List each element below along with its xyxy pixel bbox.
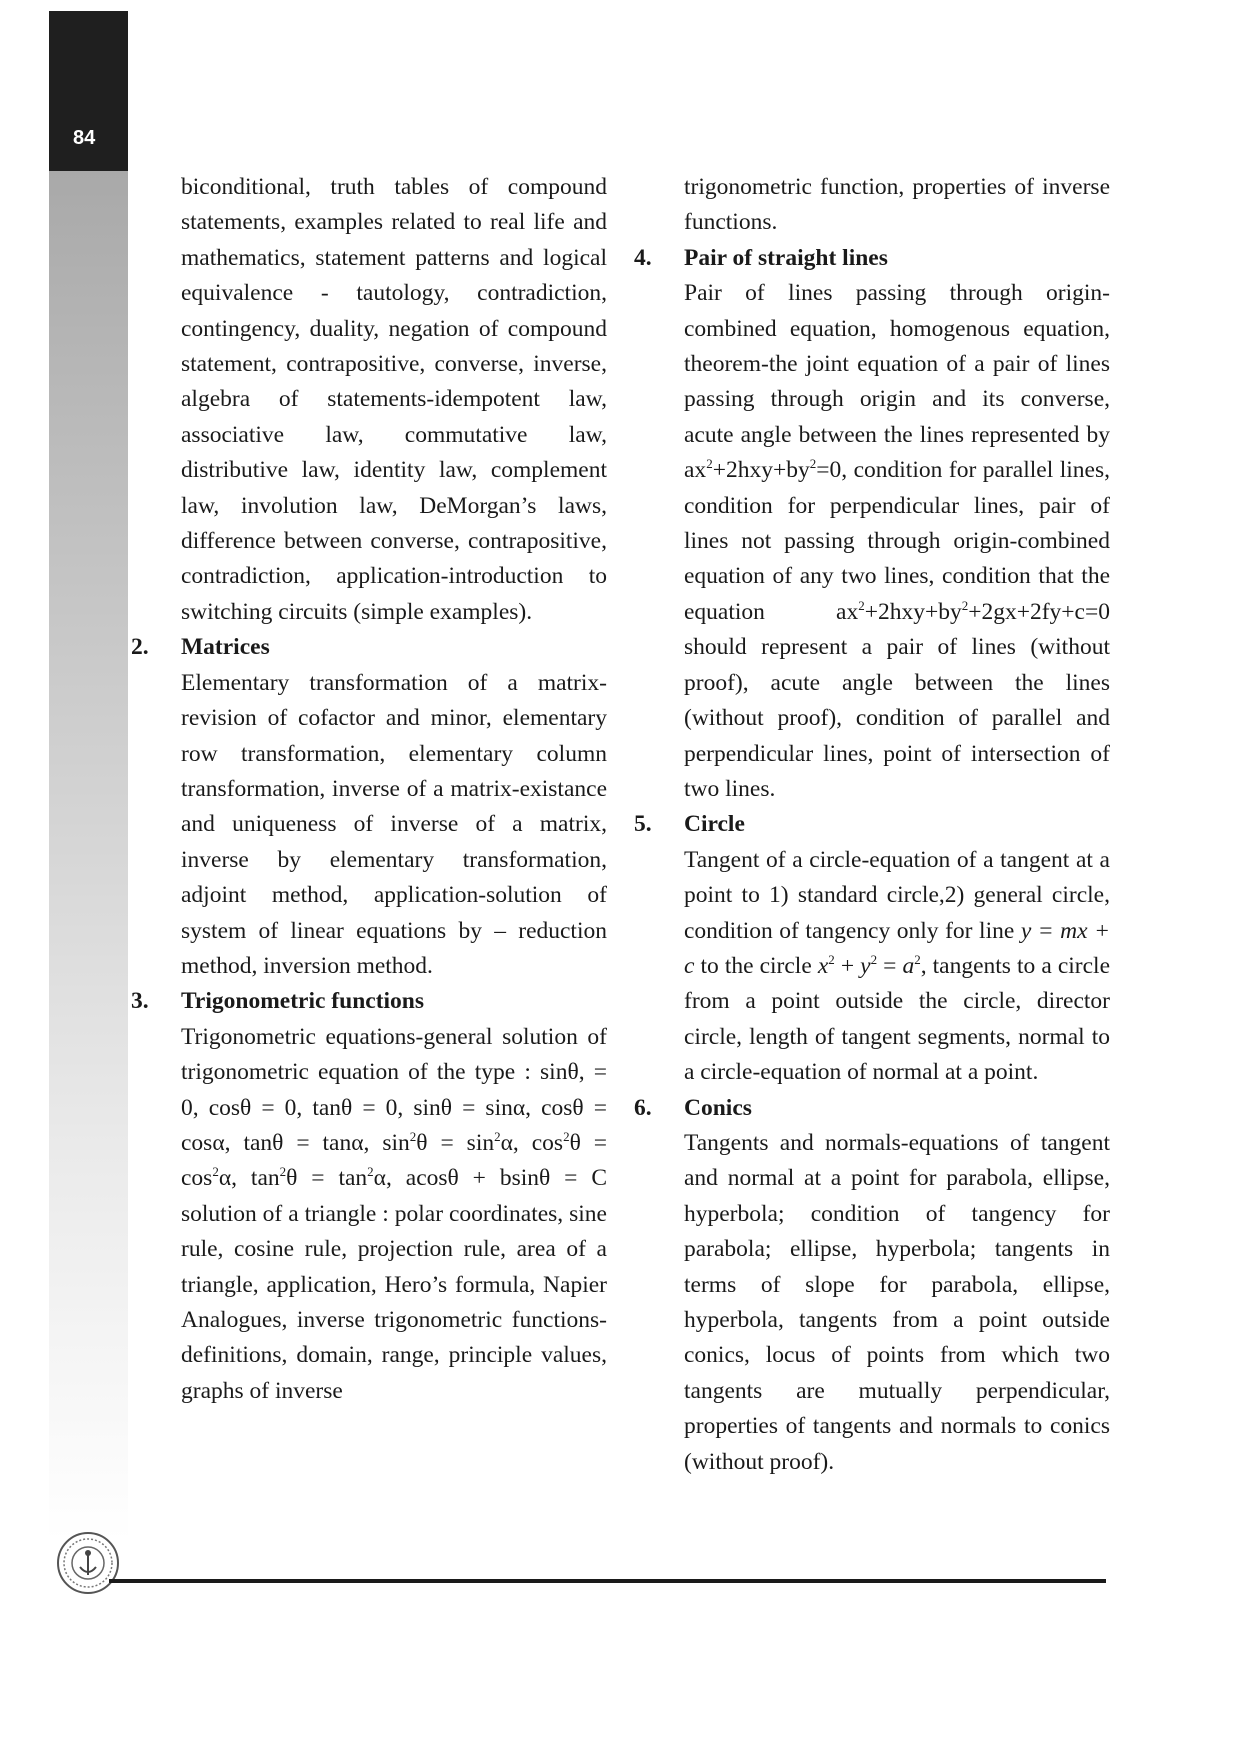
equation-line: y = mx + c	[684, 917, 1110, 979]
left-column	[131, 170, 608, 1409]
text-run: Tangent of a circle-equation of a tangent at a point to 1) standard circle,2) general circle, condition of tangency only for line	[684, 846, 1110, 944]
text-run: +2hxy+by	[712, 457, 810, 484]
section-body-trigonometric-functions	[181, 1020, 607, 1409]
superscript: 2	[870, 951, 878, 967]
section-number: 4.	[634, 244, 652, 271]
text-run: +2hxy+by	[864, 598, 962, 625]
text-run: θ = sin	[416, 1129, 495, 1156]
text-run: to the circle	[694, 952, 818, 979]
equation-plus: +	[834, 952, 861, 979]
section-title: Conics	[684, 1094, 752, 1121]
superscript: 2	[494, 1128, 501, 1144]
section-body-pair-of-straight-lines	[684, 276, 1110, 807]
section-number: 5.	[634, 811, 652, 838]
section-title: Trigonometric functions	[181, 988, 425, 1015]
side-gradient-strip	[49, 171, 128, 1541]
superscript: 2	[858, 597, 865, 613]
text-run: =0, condition for parallel lines, condition for perpendicular lines, pair of lines not passing through origin-combined equation of any two lines, condition that the equation ax	[684, 457, 1110, 625]
section-number: 6.	[634, 1094, 652, 1121]
text-run: +2gx+2fy+c=0 should represent a pair of lines (without proof), acute angle between the lines (without proof), condition of parallel and perpendicular lines, point of intersection of two lines.	[684, 598, 1110, 802]
section-heading-matrices	[131, 630, 607, 665]
institution-seal-emblem-icon	[56, 1531, 120, 1595]
text-run: α, tan	[218, 1165, 280, 1192]
section-heading-circle	[634, 807, 1110, 842]
superscript: 2	[914, 951, 921, 967]
superscript: 2	[367, 1164, 374, 1180]
section-number: 3.	[131, 988, 149, 1015]
text-run: θ = cos	[181, 1129, 608, 1192]
text-run: Pair of lines passing through origin-combined equation, homogenous equation, theorem-the joint equation of a pair of lines passing through origin and its converse, acute angle between the lines represented by ax	[684, 280, 1110, 484]
bottom-rule-divider	[109, 1579, 1106, 1583]
page-number-tab	[49, 11, 128, 171]
continued-paragraph: trigonometric function, properties of inverse functions.	[684, 174, 1110, 236]
section-body-matrices: Elementary transformation of a matrix-revision of cofactor and minor, elementary row transformation, elementary column transformation, inverse of a matrix-existance and uniqueness of inverse of a matrix, inverse by elementary transformation, adjoint method, application-solution of system of linear equations by – reduction method, inversion method.	[181, 669, 607, 979]
section-title: Matrices	[181, 634, 270, 661]
text-run: , tangents to a circle from a point outside the circle, director circle, length of tangent segments, normal to a circle-equation of normal at a point.	[684, 952, 1110, 1086]
intro-paragraph: biconditional, truth tables of compound statements, examples related to real life and mathematics, statement patterns and logical equivalence - tautology, contradiction, contingency, duality, negation of compound statement, contrapositive, converse, inverse, algebra of statements-idempotent law, associative law, commutative law, distributive law, identity law, complement law, involution law, DeMorgan’s laws, difference between converse, contrapositive, contradiction, application-introduction to switching circuits (simple examples).	[181, 174, 607, 625]
section-heading-conics	[634, 1091, 1110, 1126]
section-title: Pair of straight lines	[684, 244, 888, 271]
superscript: 2	[828, 951, 835, 967]
section-body-conics: Tangents and normals-equations of tangent and normal at a point for parabola, ellipse, hyperbola; condition of tangency for parabola; ellipse, hyperbola; tangents in terms of slope for parabola, ellipse, hyperbola, tangents from a point outside conics, locus of points from which two tangents are mutually perpendicular, properties of tangents and normals to conics (without proof).	[684, 1129, 1110, 1475]
equation-var-x: x	[817, 952, 829, 979]
superscript: 2	[706, 456, 713, 472]
page-number: 84	[73, 127, 96, 149]
superscript: 2	[279, 1164, 287, 1180]
equation-equals: =	[877, 952, 903, 979]
text-run: α, acosθ + bsinθ = C solution of a triangle : polar coordinates, sine rule, cosine rule, projection rule, area of a triangle, application, Hero’s formula, Napier Analogues, inverse trigonometric functions-definitions, domain, range, principle values, graphs of inverse	[181, 1165, 607, 1404]
equation-var-a: a	[902, 952, 915, 979]
section-number: 2.	[131, 634, 149, 661]
superscript: 2	[961, 597, 969, 613]
section-title: Circle	[684, 811, 745, 838]
text-run: Trigonometric equations-general solution of trigonometric equation of the type : sinθ, = 0, cosθ = 0, tanθ = 0, sinθ = sinα, cosθ = cosα, tanθ = tanα, sin	[181, 1023, 607, 1156]
superscript: 2	[409, 1128, 417, 1144]
equation-var-y: y	[860, 952, 871, 979]
right-column	[634, 170, 1110, 1480]
section-heading-pair-of-straight-lines	[634, 241, 1110, 276]
superscript: 2	[563, 1128, 570, 1144]
text-run: θ = tan	[286, 1165, 368, 1192]
text-run: α, cos	[500, 1129, 564, 1156]
superscript: 2	[809, 456, 817, 472]
superscript: 2	[212, 1164, 219, 1180]
section-heading-trigonometric-functions	[131, 984, 607, 1019]
section-body-circle	[684, 843, 1110, 1091]
